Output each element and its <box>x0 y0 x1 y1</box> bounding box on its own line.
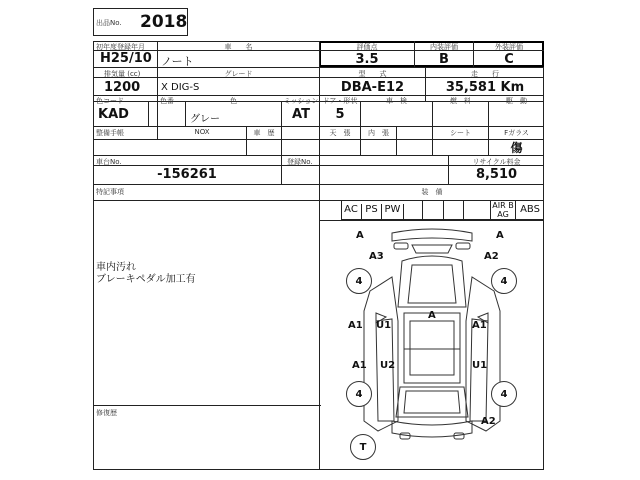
interior-tension-label: 内 張 <box>368 129 389 137</box>
score-value: 3.5 <box>355 52 379 67</box>
mark-a-front-right: A <box>496 230 504 241</box>
equipment-label: 装 備 <box>421 188 443 196</box>
car-name-value: ノート <box>161 55 194 68</box>
spare-tire: T <box>350 434 376 460</box>
equip-ac: AC <box>341 204 362 220</box>
tire-front-right: 4 <box>491 268 517 294</box>
color-code-value: KAD <box>98 107 129 122</box>
tire-rear-left: 4 <box>346 381 372 407</box>
exterior-value: C <box>504 52 514 67</box>
mark-a2-rear: A2 <box>481 416 496 427</box>
mileage-value: 35,581 Km <box>445 80 525 95</box>
grade-label: グレード <box>224 70 253 78</box>
note-line-2: ブレーキペダル加工有 <box>96 274 196 285</box>
mark-a2-right: A2 <box>484 251 499 262</box>
equip-blank-2 <box>423 200 444 220</box>
manual-label: 整備手帳 <box>96 129 124 137</box>
equip-blank-3 <box>444 200 464 220</box>
exterior-label: 外装評価 <box>495 43 523 51</box>
seat-label: シート <box>450 129 471 137</box>
mission-value: AT <box>292 107 310 122</box>
history-label: 車 歴 <box>253 129 275 137</box>
doors-label: ドア・形状 <box>322 97 358 105</box>
mission-label: ミッション <box>283 97 319 105</box>
mark-a1-rear-left: A1 <box>352 360 367 371</box>
interior-value: B <box>439 52 449 67</box>
mark-u1-right: U1 <box>472 360 488 371</box>
repair-history-label: 修復歴 <box>96 409 117 417</box>
equip-pw: PW <box>382 204 404 220</box>
doors-value: 5 <box>335 107 345 122</box>
registration-label: 登録No. <box>287 158 313 166</box>
note-line-1: 車内汚れ <box>96 262 136 273</box>
color-no-label: 色番 <box>160 97 174 105</box>
mark-a-roof: A <box>428 310 436 321</box>
fuel-label: 燃 料 <box>450 97 471 105</box>
color-label: 色 <box>230 97 237 105</box>
sunroof-label: 天 張 <box>329 129 351 137</box>
tire-rear-right: 4 <box>491 381 517 407</box>
equip-ps: PS <box>362 204 382 220</box>
lot-label: 出品No. <box>96 19 122 27</box>
equip-blank-1 <box>404 200 423 220</box>
car-damage-diagram <box>320 221 544 470</box>
model-label: 型 式 <box>358 70 387 78</box>
equip-airbag: AIR BAG <box>491 201 516 220</box>
mark-a1-left: A1 <box>348 320 363 331</box>
equip-abs: ABS <box>520 204 540 215</box>
special-notes-label: 特記事項 <box>96 188 124 196</box>
score-label: 評価点 <box>356 43 378 51</box>
displacement-label: 排気量 (cc) <box>104 70 141 78</box>
equip-blank-4 <box>464 200 491 220</box>
drive-label: 駆 動 <box>506 97 527 105</box>
color-code-label: 色コード <box>96 97 124 105</box>
lot-number: 2018 <box>140 12 188 32</box>
interior-label: 内装評価 <box>430 43 458 51</box>
year-label: 初年度登録年月 <box>96 43 145 51</box>
mark-u2: U2 <box>380 360 396 371</box>
color-value: グレー <box>190 114 220 125</box>
inspection-label: 車 検 <box>386 97 407 105</box>
displacement-value: 1200 <box>104 80 141 95</box>
mark-u1-left: U1 <box>376 320 392 331</box>
mark-a-front-left: A <box>356 230 364 241</box>
mileage-label: 走 行 <box>471 70 499 78</box>
recycle-label: リサイクル料金 <box>472 158 521 166</box>
grade-value: X DIG-S <box>161 82 200 93</box>
mark-a3: A3 <box>369 251 384 262</box>
car-name-label: 車 名 <box>224 43 253 51</box>
year-value: H25/10 <box>100 51 152 66</box>
fglass-label: Fガラス <box>504 129 529 137</box>
model-value: DBA-E12 <box>340 80 405 95</box>
chassis-value: -156261 <box>157 167 217 182</box>
chassis-label: 車台No. <box>96 158 122 166</box>
fglass-value: 傷 <box>510 141 523 155</box>
mark-a1-right: A1 <box>472 320 487 331</box>
tire-front-left: 4 <box>346 268 372 294</box>
nox-label: NOX <box>194 128 210 136</box>
equipment-row <box>341 200 544 220</box>
recycle-value: 8,510 <box>475 167 518 182</box>
